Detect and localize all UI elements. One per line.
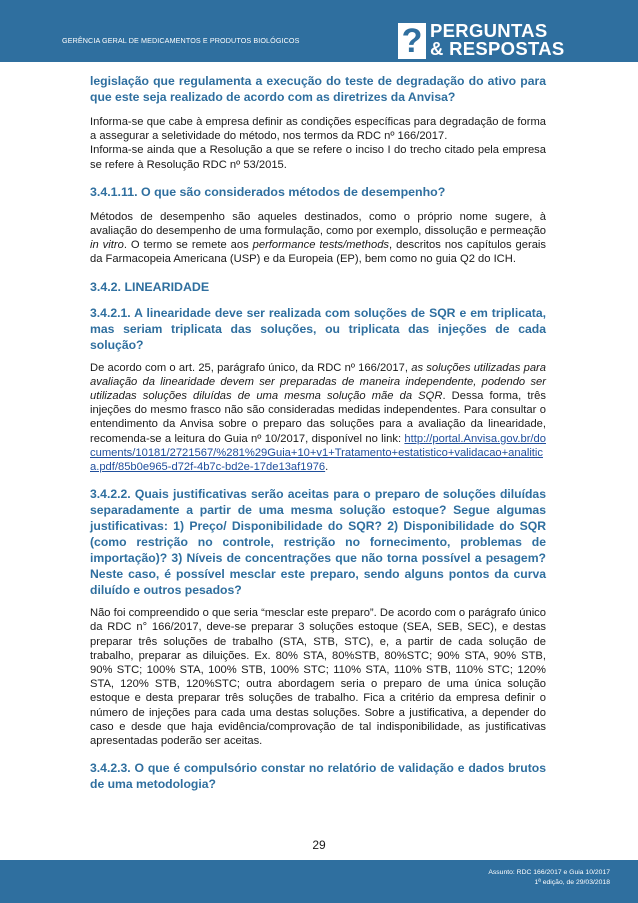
section-3-4-2-2-question: 3.4.2.2. Quais justificativas serão aceitas para o preparo de soluções diluídas separadamente a partir de uma mesma solução estoque? Segue algumas justificativas: 1) Preço/ Disponibilidade do SQR? 2) Disponibilidade do SQR (como restrição no controle, restrição no fornecimento, problemas de importação)? 3) Níveis de concentrações que não torna possível a pesagem? Neste caso, é possível mesclar este preparo, sendo alguns pontos da curva diluído e outros pesados? (90, 487, 546, 598)
section-3-4-2-3-question: 3.4.2.3. O que é compulsório constar no relatório de validação e dados brutos de uma metodologia? (90, 761, 546, 792)
intro-answer-2: Informa-se ainda que a Resolução a que se refere o inciso I do trecho citado pela empresa se refere à Resolução RDC nº 53/2015. (90, 144, 546, 171)
intro-question: legislação que regulamenta a execução do teste de degradação do ativo para que este seja realizado de acordo com as diretrizes da Anvisa? (90, 74, 546, 104)
page-number: 29 (312, 838, 326, 852)
page-header (0, 0, 638, 62)
question-mark-icon: ? (398, 23, 426, 59)
section-3-4-1-11-heading: 3.4.1.11. O que são considerados métodos de desempenho? (90, 184, 446, 199)
section-3-4-2-1-question: 3.4.2.1. A linearidade deve ser realizada com soluções de SQR e em triplicata, mas seriam triplicata das soluções, ou triplicata das injeções de cada solução? (90, 305, 546, 352)
section-3-4-2-1-answer: De acordo com o art. 25, parágrafo único, da RDC nº 166/2017, as soluções utilizadas para avaliação da linearidade devem ser preparadas de maneira independente, podendo ser utilizadas soluções diluídas de uma mesma solução mãe da SQR. Dessa forma, três injeções do mesmo frasco não são consideradas medidas independentes. Para consultar o entendimento da Anvisa sobre o preparo das soluções para a avaliação da linearidade, recomenda-se a leitura do Guia nº 10/2017, disponível no link: http://portal.Anvisa.gov.br/documents/10181/2721567/%281%29Guia+10+v1+Tratamento+estatistico+validacao+analitica.pdf/85b0e965-d72f-4b7c-bd2e-17de13af1976. (90, 361, 547, 474)
page-footer (0, 860, 638, 903)
section-3-4-2-heading: 3.4.2. LINEARIDADE (90, 279, 210, 294)
footer-subject: Assunto: RDC 166/2017 e Guia 10/2017 (488, 869, 610, 876)
document-body (90, 73, 546, 792)
intro-answer-1: Informa-se que cabe à empresa definir as condições específicas para degradação de forma a assegurar a seletividade do método, nos termos da RDC nº 166/2017. (90, 116, 546, 143)
logo-title-respostas: & RESPOSTAS (430, 38, 565, 59)
footer-edition: 1ª edição, de 29/03/2018 (534, 879, 610, 886)
guide-link[interactable]: http://portal.Anvisa.gov.br/documents/10181/2721567/%281%29Guia+10+v1+Tratamento+estatistico+validacao+analitica.pdf/85b0e965-d72f-4b7c-bd2e-17de13af1976 (90, 432, 546, 474)
logo-title-perguntas: PERGUNTAS (430, 20, 548, 41)
org-name: GERÊNCIA GERAL DE MEDICAMENTOS E PRODUTOS BIOLÓGICOS (62, 36, 300, 45)
section-3-4-2-2-answer: Não foi compreendido o que seria “mesclar este preparo”. De acordo com o parágrafo único da RDC n° 166/2017, deve-se preparar 3 soluções estoque (SEA, SEB, SEC), e destas preparar três soluções de trabalho (STA, STB, STC), e, a partir de cada solução de trabalho, preparar as diluições. Ex. 80% STA, 80%STB, 80%STC; 90% STA, 90% STB, 90% STC; 100% STA, 100% STB, 100% STC; 110% STA, 110% STB, 110% STC; 120% STA, 120% STB, 120%STC; outra abordagem seria o preparo de uma única solução estoque e desta preparar três soluções de trabalho. Fica a critério da empresa definir o número de injeções para cada uma destas soluções. Sobre a justificativa, a depender do caso e desde que haja evidência/comprovação de tal indisponibilidade, as justificativas apresentadas poderão ser aceitas. (90, 607, 546, 748)
section-3-4-1-11-text: Métodos de desempenho são aqueles destinados, como o próprio nome sugere, à avaliação do desempenho de uma formulação, como por exemplo, dissolução e permeação in vitro. O termo se remete aos performance tests/methods, descritos nos capítulos gerais da Farmacopeia Americana (USP) e da Europeia (EP), bem como no guia Q2 do ICH. (90, 210, 547, 266)
